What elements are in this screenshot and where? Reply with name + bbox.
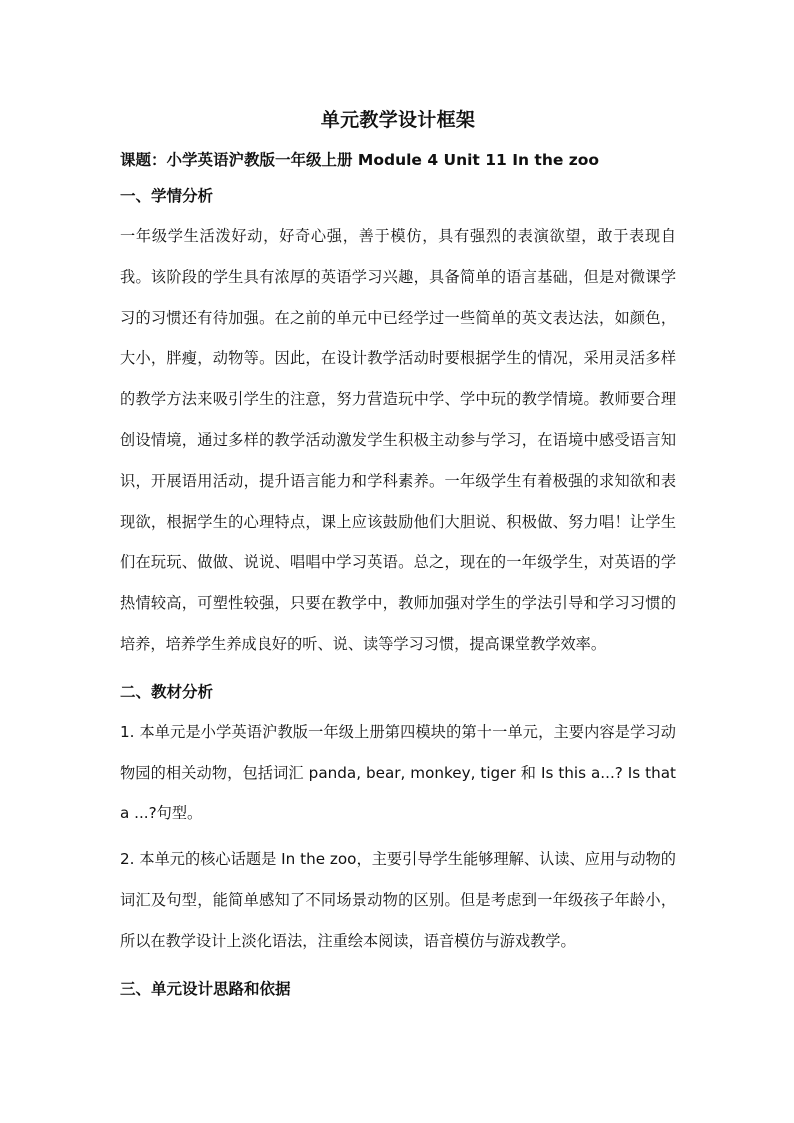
learner-analysis-paragraph: 一年级学生活泼好动，好奇心强，善于模仿，具有强烈的表演欲望，敢于表现自我。该阶段的学生具有浓厚的英语学习兴趣，具备简单的语言基础，但是对微课学习的习惯还有待加强。在之前的单元中已经学过一些简单的英文表达法，如颜色，大小，胖瘦，动物等。因此，在设计教学活动时要根据学生的情况，采用灵活多样的教学方法来吸引学生的注意，努力营造玩中学、学中玩的教学情境。教师要合理创设情境，通过多样的教学活动激发学生积极主动参与学习，在语境中感受语言知识，开展语用活动，提升语言能力和学科素养。一年级学生有着极强的求知欲和表现欲，根据学生的心理特点，课上应该鼓励他们大胆说、积极做、努力唱！让学生们在玩玩、做做、说说、唱唱中学习英语。总之，现在的一年级学生，对英语的学热情较高，可塑性较强，只要在教学中，教师加强对学生的学法引导和学习习惯的培养，培养学生养成良好的听、说、读等学习习惯，提高课堂教学效率。	[120, 227, 676, 653]
unit-design-section	[120, 974, 676, 1004]
learner-analysis-section	[120, 181, 676, 665]
course-title-line: 课题：小学英语沪教版一年级上册 Module 4 Unit 11 In the zoo	[120, 151, 600, 169]
material-analysis-paragraph-1: 1. 本单元是小学英语沪教版一年级上册第四模块的第十一单元，主要内容是学习动物园的相关动物，包括词汇 panda, bear, monkey, tiger 和 Is this a...? Is that a ...?句型。	[120, 722, 676, 823]
material-analysis-paragraph-2: 2. 本单元的核心话题是 In the zoo，主要引导学生能够理解、认读、应用与动物的词汇及句型，能简单感知了不同场景动物的区别。但是考虑到一年级孩子年龄小，所以在教学设计上淡化语法，注重绘本阅读，语音模仿与游戏教学。	[120, 850, 676, 950]
document-title: 单元教学设计框架	[320, 109, 476, 131]
section-heading-learner-analysis: 一、学情分析	[120, 187, 214, 205]
material-analysis-section	[120, 677, 676, 962]
document-content	[120, 105, 676, 1004]
section-heading-unit-design: 三、单元设计思路和依据	[120, 979, 291, 998]
section-gap	[120, 962, 676, 970]
section-heading-material-analysis: 二、教材分析	[120, 682, 214, 701]
section-gap	[120, 665, 676, 673]
